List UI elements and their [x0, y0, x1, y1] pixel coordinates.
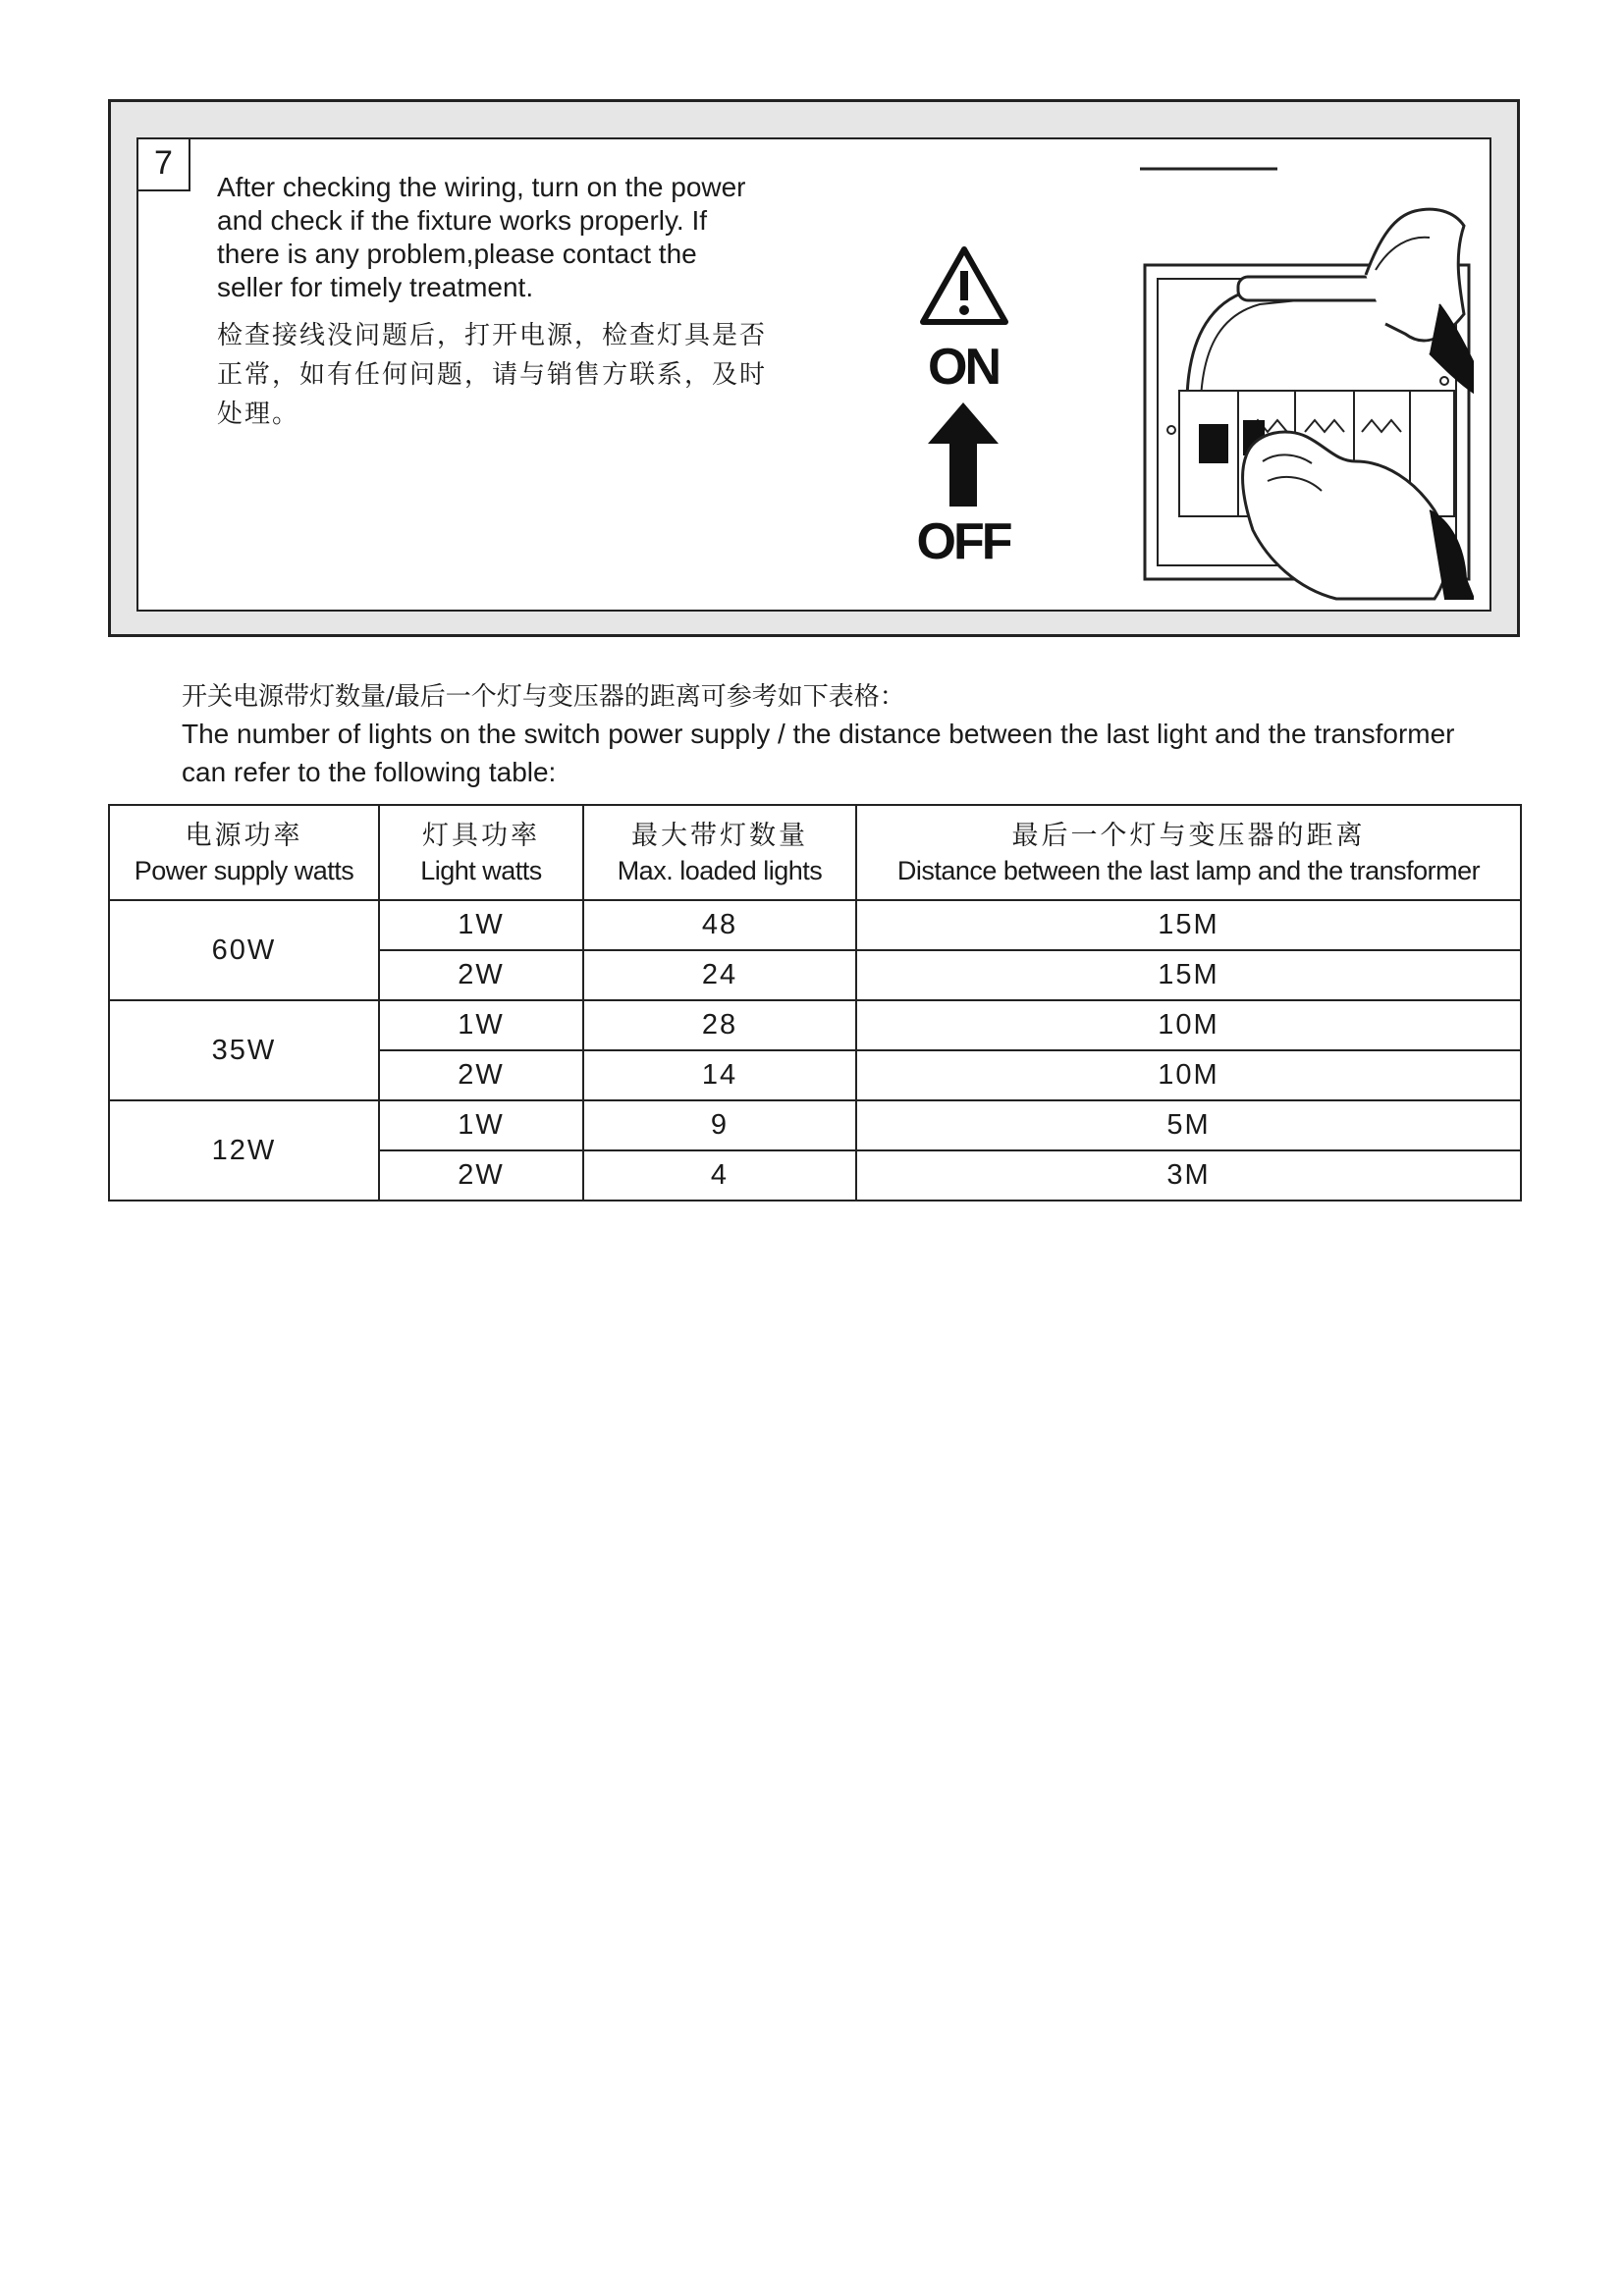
- light-watts-cell: 1W: [379, 1000, 583, 1050]
- lights-capacity-table: [108, 804, 1522, 1201]
- header-distance: 最后一个灯与变压器的距离 Distance between the last lamp and the transformer: [856, 805, 1521, 900]
- step-text-en: After checking the wiring, turn on the power and check if the fixture works properly. If there is any problem,please contact the seller for timely treatment.: [217, 172, 746, 302]
- step-number: 7: [138, 139, 190, 191]
- breaker-switch-illustration: [1042, 167, 1474, 609]
- distance-cell: 3M: [856, 1150, 1521, 1201]
- on-off-indicator: [904, 245, 1042, 569]
- header-power-supply-watts: 电源功率 Power supply watts: [109, 805, 379, 900]
- max-lights-cell: 14: [583, 1050, 856, 1100]
- table-row: [109, 1000, 1521, 1050]
- power-supply-cell: 35W: [109, 1000, 379, 1100]
- table-intro: [182, 679, 1458, 791]
- intro-text-zh: 开关电源带灯数量/最后一个灯与变压器的距离可参考如下表格：: [182, 682, 905, 712]
- max-lights-cell: 9: [583, 1100, 856, 1150]
- distance-cell: 15M: [856, 900, 1521, 950]
- step-panel-inner: [136, 137, 1491, 612]
- step-panel: [108, 99, 1520, 637]
- distance-cell: 15M: [856, 950, 1521, 1000]
- step-text-zh: 检查接线没问题后，打开电源，检查灯具是否正常，如有任何问题，请与销售方联系，及时处理。: [217, 321, 768, 429]
- step-instructions: [217, 171, 767, 434]
- distance-cell: 10M: [856, 1000, 1521, 1050]
- warning-triangle-icon: [919, 245, 1009, 326]
- distance-cell: 5M: [856, 1100, 1521, 1150]
- light-watts-cell: 2W: [379, 1050, 583, 1100]
- header-max-loaded-lights: 最大带灯数量 Max. loaded lights: [583, 805, 856, 900]
- power-supply-cell: 12W: [109, 1100, 379, 1201]
- max-lights-cell: 24: [583, 950, 856, 1000]
- light-watts-cell: 2W: [379, 950, 583, 1000]
- max-lights-cell: 28: [583, 1000, 856, 1050]
- off-label: OFF: [916, 513, 1010, 570]
- table-header-row: [109, 805, 1521, 900]
- up-arrow-icon: [926, 400, 1001, 508]
- table-row: [109, 1100, 1521, 1150]
- max-lights-cell: 4: [583, 1150, 856, 1201]
- intro-text-en: The number of lights on the switch power supply / the distance between the last light and the transformer can refer to the following table:: [182, 719, 1455, 787]
- max-lights-cell: 48: [583, 900, 856, 950]
- header-light-watts: 灯具功率 Light watts: [379, 805, 583, 900]
- distance-cell: 10M: [856, 1050, 1521, 1100]
- light-watts-cell: 1W: [379, 900, 583, 950]
- light-watts-cell: 2W: [379, 1150, 583, 1201]
- light-watts-cell: 1W: [379, 1100, 583, 1150]
- power-supply-cell: 60W: [109, 900, 379, 1000]
- on-label: ON: [928, 339, 999, 396]
- table-row: [109, 900, 1521, 950]
